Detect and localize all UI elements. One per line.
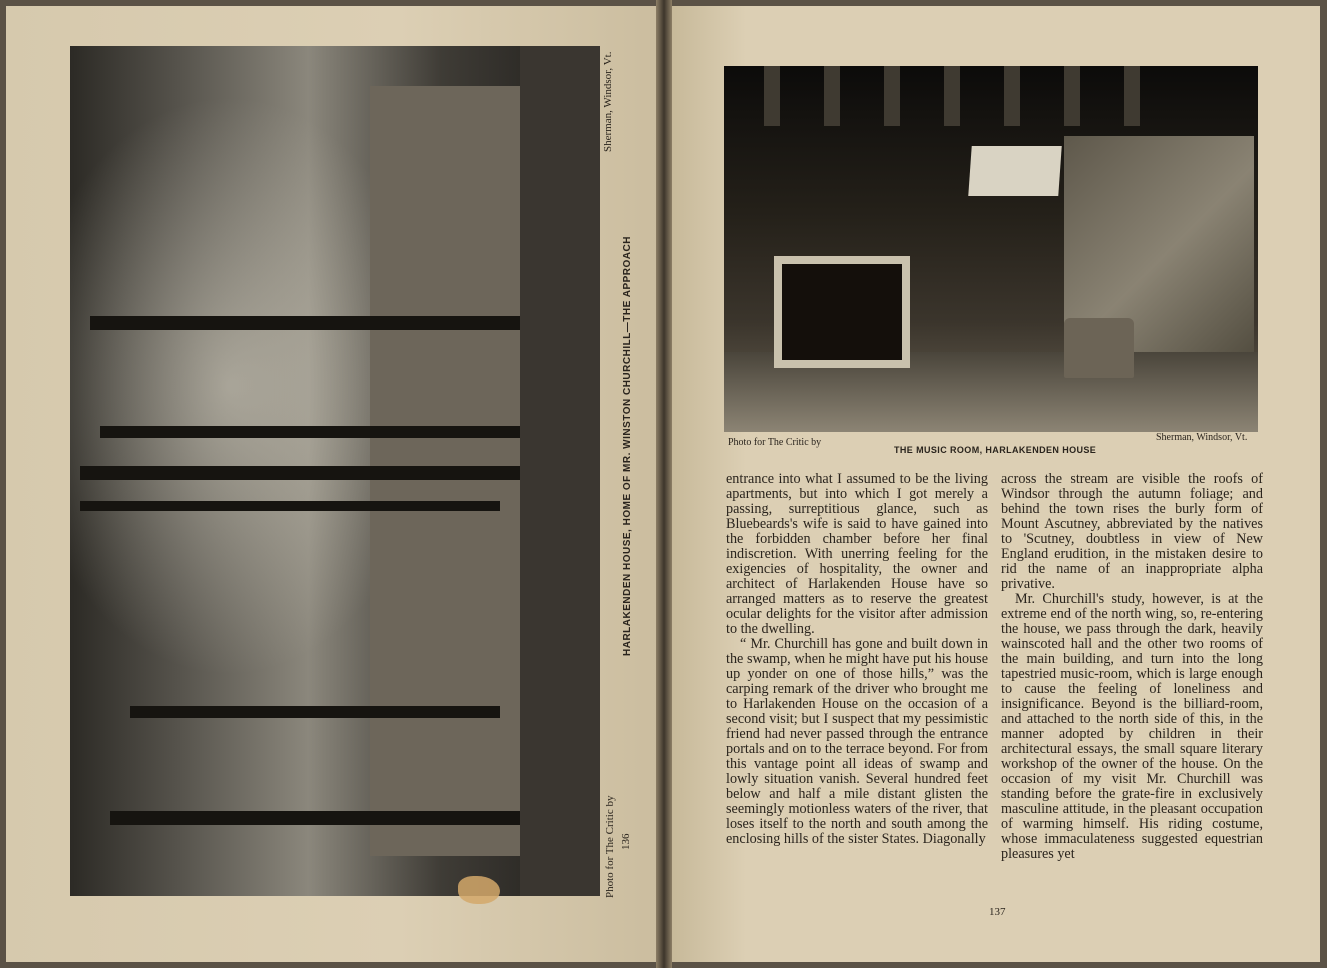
right-page-number: 137: [989, 906, 1006, 918]
tree-trunk: [80, 501, 500, 511]
ceiling-beam: [764, 66, 780, 126]
ceiling-beam: [944, 66, 960, 126]
paragraph: across the stream are visible the roofs of Windsor through the autumn foliage; and behind the town rises the burly form of Mount Ascutney, abbreviated by the natives to 'Scutney, doubtless in view of New England erudition, in the mistaken desire to rid the name of an inappropriate alpha privative.: [1001, 471, 1263, 592]
paper-stain: [458, 876, 500, 904]
right-photo-credit-left: Photo for The Critic by: [728, 437, 822, 448]
left-photo-credit-right: Sherman, Windsor, Vt.: [602, 51, 614, 152]
carved-table: [1064, 318, 1134, 378]
right-photo-credit-right: Sherman, Windsor, Vt.: [1156, 432, 1248, 443]
window: [968, 146, 1061, 196]
paragraph: “ Mr. Churchill has gone and built down in the swamp, when he might have put his house up yonder on one of those hills,” was the carping remark of the driver who brought me to Harlakenden House on the occasion of a second visit; but I suspect that my pessimistic friend had never passed through the entrance portals and on to the terrace beyond. For from this vantage point all ideas of swamp and lowly situation vanish. Several hundred feet below and half a mile distant glisten the seemingly motionless waters of the river, that loses itself to the north and south among the enclosing hills of the sister States. Diagonally: [726, 636, 988, 847]
music-room-photograph: [724, 66, 1258, 432]
ceiling-beam: [824, 66, 840, 126]
right-photo-caption: THE MUSIC ROOM, HARLAKENDEN HOUSE: [894, 445, 1097, 455]
tree-trunk: [90, 316, 520, 330]
fireplace: [774, 256, 910, 368]
ceiling-beam: [1004, 66, 1020, 126]
ceiling-beam: [884, 66, 900, 126]
tree-trunk: [80, 466, 520, 480]
text-column-right: [1001, 472, 1263, 862]
approach-photograph: [70, 46, 600, 896]
text-column-left: [726, 472, 988, 847]
left-photo-caption: HARLAKENDEN HOUSE, HOME OF MR. WINSTON CHURCHILL—THE APPROACH: [622, 236, 633, 656]
paragraph: entrance into what I assumed to be the living apartments, but into which I got merely a passing, surreptitious glance, such as Bluebeards's wife is said to have gained into the forbidden chamber before her final indiscretion. With unerring feeling for the exigencies of hospitality, the owner and architect of Harlakenden House have so arranged matters as to reserve the greatest ocular delights for the visitor after admission to the dwelling.: [726, 471, 988, 637]
ceiling-beam: [1124, 66, 1140, 126]
tree-trunk: [130, 706, 500, 718]
paragraph: Mr. Churchill's study, however, is at the extreme end of the north wing, so, re-entering the house, we pass through the dark, heavily wainscoted hall and the other two rooms of the main building, and turn into the long tapestried music-room, which is large enough to cause the feeling of loneliness and insignificance. Beyond is the billiard-room, and attached to the north side of this, in the manner adopted by children in their architectural essays, the small square literary workshop of the owner of the house. On the occasion of my visit Mr. Churchill was standing before the grate-fire in exclusively masculine attitude, in the pleasant occupation of warming himself. His riding costume, whose immaculateness suggested equestrian pleasures yet: [1001, 591, 1263, 862]
tree-trunk: [100, 426, 560, 438]
ceiling-beam: [1064, 66, 1080, 126]
tree-trunk: [110, 811, 520, 825]
lawn: [520, 46, 600, 896]
left-photo-credit-left: Photo for The Critic by: [604, 795, 616, 898]
book-gutter: [656, 0, 672, 968]
left-page-number: 136: [620, 833, 632, 850]
